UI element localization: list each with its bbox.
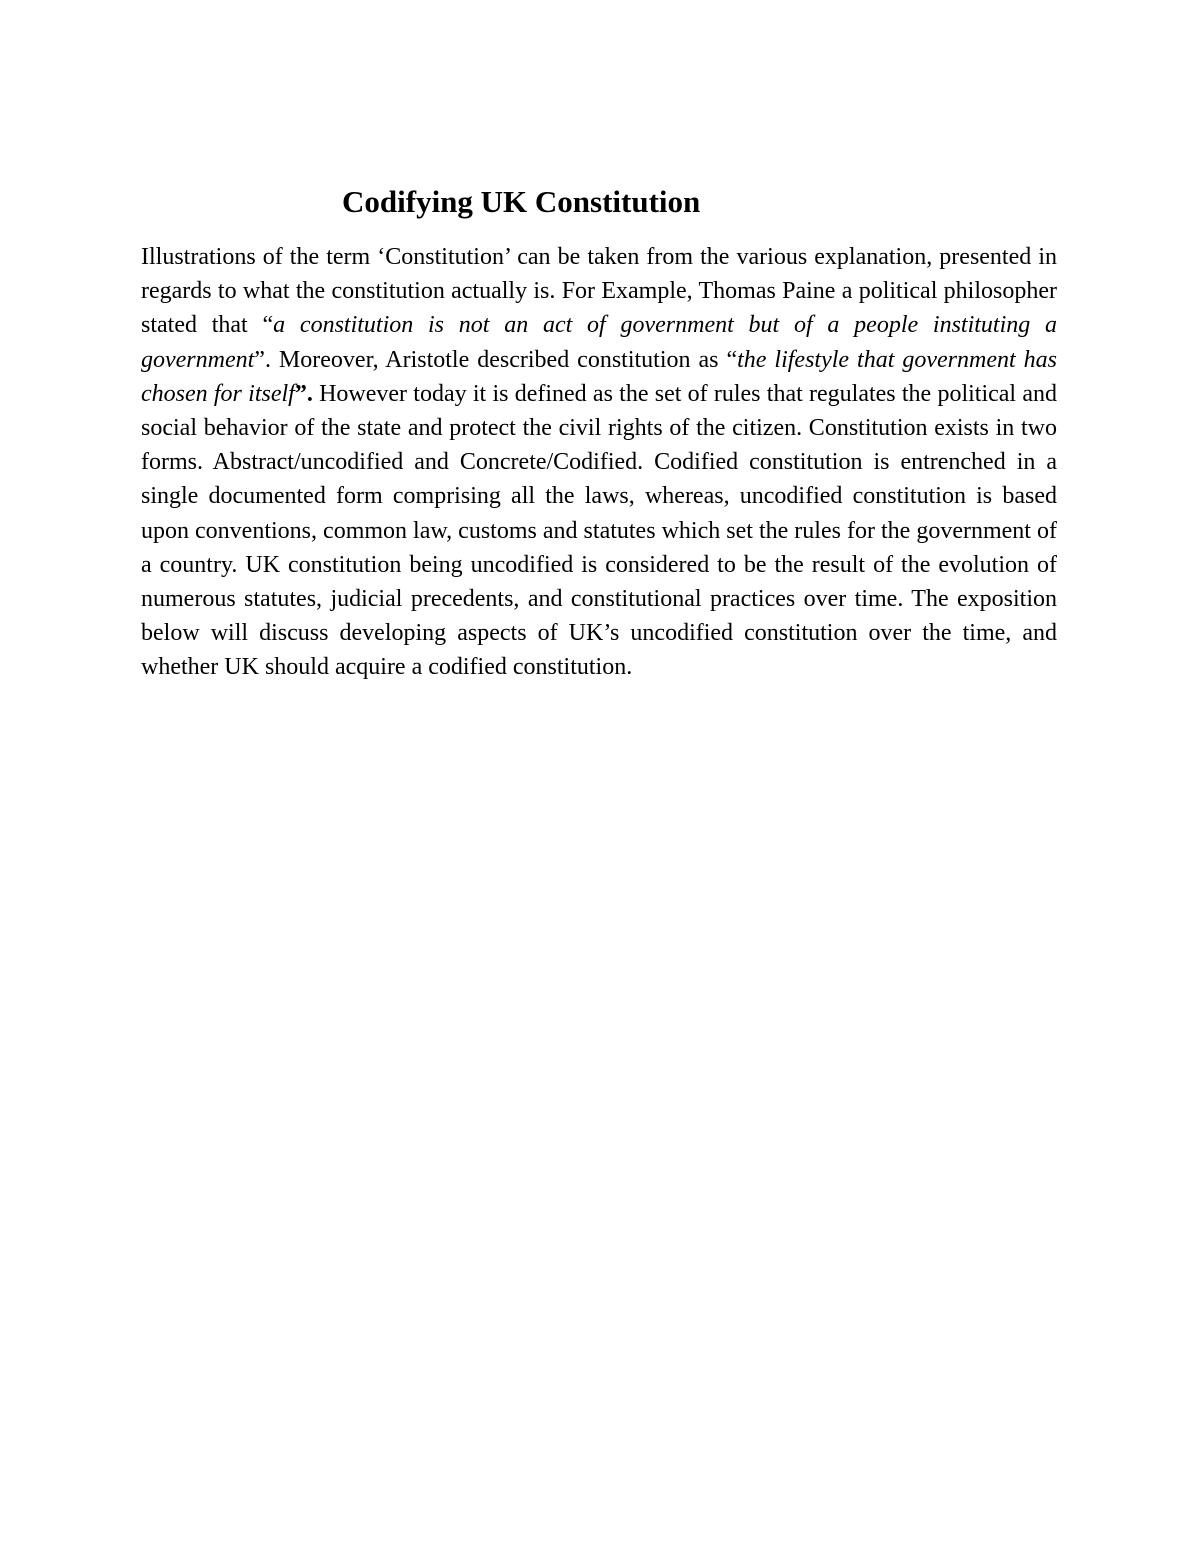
paragraph-text-aristotle: ”. Moreover, Aristotle described constitution as “: [254, 346, 738, 373]
quote-close-mark: ”.: [294, 380, 313, 407]
quote-aristotle: the lifestyle that government has chosen for itself: [141, 346, 1057, 407]
paragraph-text-intro: Illustrations of the term ‘Constitution’ can be taken from the various explanation, presented in regards to what the constitution actually is. For Example, Thomas Paine a political philosopher stated that “: [141, 244, 1057, 339]
quote-thomas-paine: a constitution is not an act of government but of a people instituting a government: [141, 312, 1058, 373]
paragraph-text-body: However today it is defined as the set of rules that regulates the political and social behavior of the state and protect the civil rights of the citizen. Constitution exists in two forms. Abstract/uncodified and Concrete/Codified. Codified constitution is entrenched in a single documented form comprising all the laws, whereas, uncodified constitution is based upon conventions, common law, customs and statutes which set the rules for the government of a country. UK constitution being uncodified is considered to be the result of the evolution of numerous statutes, judicial precedents, and constitutional practices over time. The exposition below will discuss developing aspects of UK’s uncodified constitution over the time, and whether UK should acquire a codified constitution.: [141, 380, 1058, 681]
body-paragraph: [141, 240, 1057, 685]
document-title: Codifying UK Constitution: [342, 184, 701, 219]
